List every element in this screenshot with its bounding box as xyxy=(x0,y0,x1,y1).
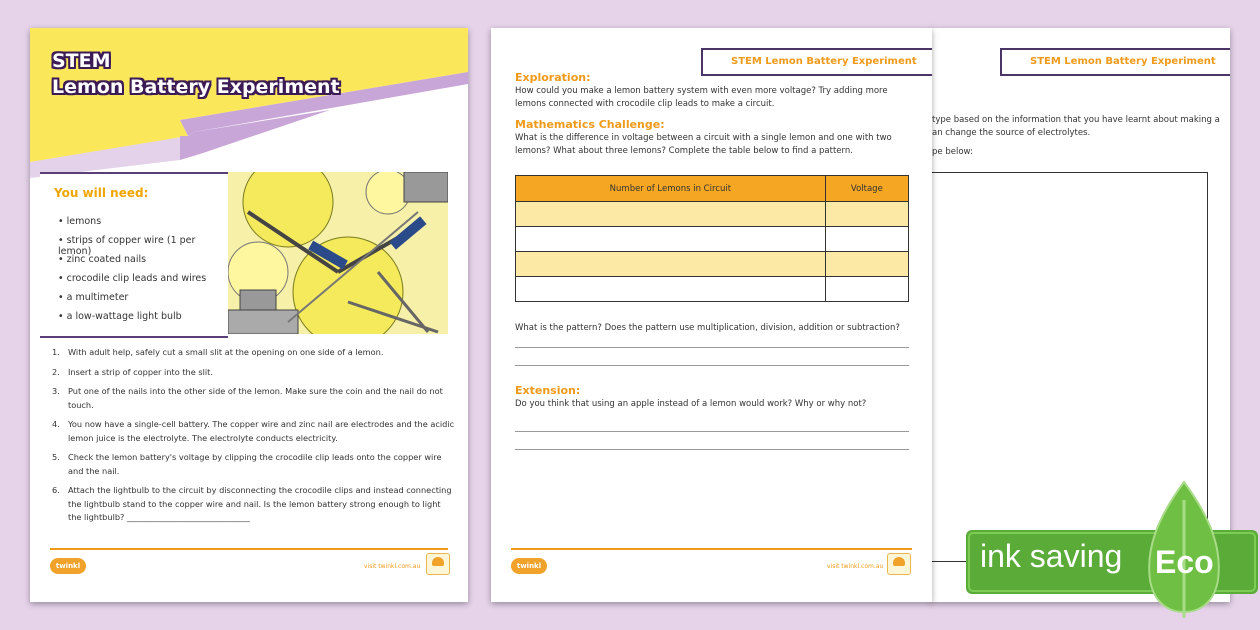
table-cell[interactable] xyxy=(516,227,826,252)
list-item: • a low-wattage light bulb xyxy=(58,311,228,330)
answer-line[interactable] xyxy=(515,365,909,366)
table-row xyxy=(516,252,909,277)
list-item: • a multimeter xyxy=(58,292,228,311)
materials-list xyxy=(58,216,228,330)
table-header-voltage: Voltage xyxy=(825,176,908,202)
instruction-step xyxy=(52,418,456,445)
instruction-step xyxy=(52,385,456,412)
step-number: 2. xyxy=(52,366,60,377)
table-cell[interactable] xyxy=(825,202,908,227)
table-cell[interactable] xyxy=(825,252,908,277)
instruction-text: type based on the information that you have learnt about making a xyxy=(932,115,1220,125)
twinkl-logo: twinkl xyxy=(511,558,547,574)
site-url: visit twinkl.com.au xyxy=(364,563,421,570)
step-number: 4. xyxy=(52,419,60,429)
leaf-icon xyxy=(966,480,1260,630)
answer-line[interactable] xyxy=(515,347,909,348)
list-item: • crocodile clip leads and wires xyxy=(58,273,228,292)
lemon-battery-illustration xyxy=(228,172,448,334)
title-line-1: STEM xyxy=(52,50,111,72)
voltage-table xyxy=(515,175,909,302)
footer-divider xyxy=(511,548,912,550)
table-cell[interactable] xyxy=(825,227,908,252)
footer-divider xyxy=(50,548,448,550)
list-item: • lemons xyxy=(58,216,228,235)
step-text: You now have a single-cell battery. The copper wire and zinc nail are electrodes and the acidic lemon juice is the electrolyte. The electrolyte conducts electricity. xyxy=(68,419,455,443)
table-row xyxy=(516,277,909,302)
answer-line[interactable] xyxy=(515,431,909,432)
answer-line[interactable] xyxy=(515,449,909,450)
table-cell[interactable] xyxy=(825,277,908,302)
step-text: Put one of the nails into the other side of the lemon. Make sure the coin and the nail do not touch. xyxy=(68,386,443,410)
materials-heading: You will need: xyxy=(54,186,149,200)
title-line-2: Lemon Battery Experiment xyxy=(52,76,340,98)
instruction-step xyxy=(52,484,456,525)
twinkl-logo: twinkl xyxy=(50,558,86,574)
extension-heading: Extension: xyxy=(515,384,581,397)
table-row xyxy=(516,227,909,252)
page-header-tab xyxy=(701,48,932,76)
ink-saving-label: ink saving xyxy=(980,538,1123,574)
page-header-title: STEM Lemon Battery Experiment xyxy=(731,56,917,67)
step-text: Check the lemon battery's voltage by clipping the crocodile clip leads onto the copper wire and the nail. xyxy=(68,452,442,476)
worksheet-page-1 xyxy=(30,28,468,602)
table-header-lemons: Number of Lemons in Circuit xyxy=(516,176,826,202)
extension-text: Do you think that using an apple instead of a lemon would work? Why or why not? xyxy=(515,399,867,409)
instruction-text: pe below: xyxy=(932,147,973,157)
instruction-text: an change the source of electrolytes. xyxy=(932,128,1091,138)
table-cell[interactable] xyxy=(516,202,826,227)
page-header-tab xyxy=(1000,48,1230,76)
step-text: Insert a strip of copper into the slit. xyxy=(68,366,213,377)
step-number: 3. xyxy=(52,386,60,396)
pattern-question: What is the pattern? Does the pattern use multiplication, division, addition or subtraction? xyxy=(515,323,900,333)
instruction-steps xyxy=(52,346,456,531)
list-item: • zinc coated nails xyxy=(58,254,228,273)
instruction-step xyxy=(52,346,456,360)
list-item: • strips of copper wire (1 per lemon) xyxy=(58,235,228,254)
instruction-step xyxy=(52,366,456,380)
worksheet-page-2 xyxy=(491,28,932,602)
table-cell[interactable] xyxy=(516,252,826,277)
step-number: 1. xyxy=(52,347,60,357)
eco-word: Eco xyxy=(1155,544,1214,580)
math-challenge-heading: Mathematics Challenge: xyxy=(515,118,665,131)
math-challenge-text: What is the difference in voltage between a circuit with a single lemon and one with two lemons? What about three lemons? Complete the table below to find a pattern. xyxy=(515,133,892,156)
step-number: 6. xyxy=(52,485,60,495)
materials-box xyxy=(40,172,228,338)
exploration-text: How could you make a lemon battery system with even more voltage? Try adding more lemons connected with crocodile clip leads to make a circuit. xyxy=(515,86,888,109)
instruction-step xyxy=(52,451,456,478)
table-row xyxy=(516,202,909,227)
step-text: With adult help, safely cut a small slit at the opening on one side of a lemon. xyxy=(68,347,384,357)
step-number: 5. xyxy=(52,452,60,462)
quality-badge-icon xyxy=(426,553,450,575)
page-header-title: STEM Lemon Battery Experiment xyxy=(1030,56,1216,67)
step-text: Attach the lightbulb to the circuit by disconnecting the crocodile clips and instead connecting the lightbulb stand to the copper wire and nail. Is the lemon battery strong enough to light the lightbulb? ______________________________ xyxy=(68,485,452,522)
table-cell[interactable] xyxy=(516,277,826,302)
exploration-heading: Exploration: xyxy=(515,71,591,84)
page-title xyxy=(52,48,340,100)
site-url: visit twinkl.com.au xyxy=(827,563,884,570)
ink-saving-eco-badge xyxy=(966,480,1260,630)
quality-badge-icon xyxy=(887,553,911,575)
